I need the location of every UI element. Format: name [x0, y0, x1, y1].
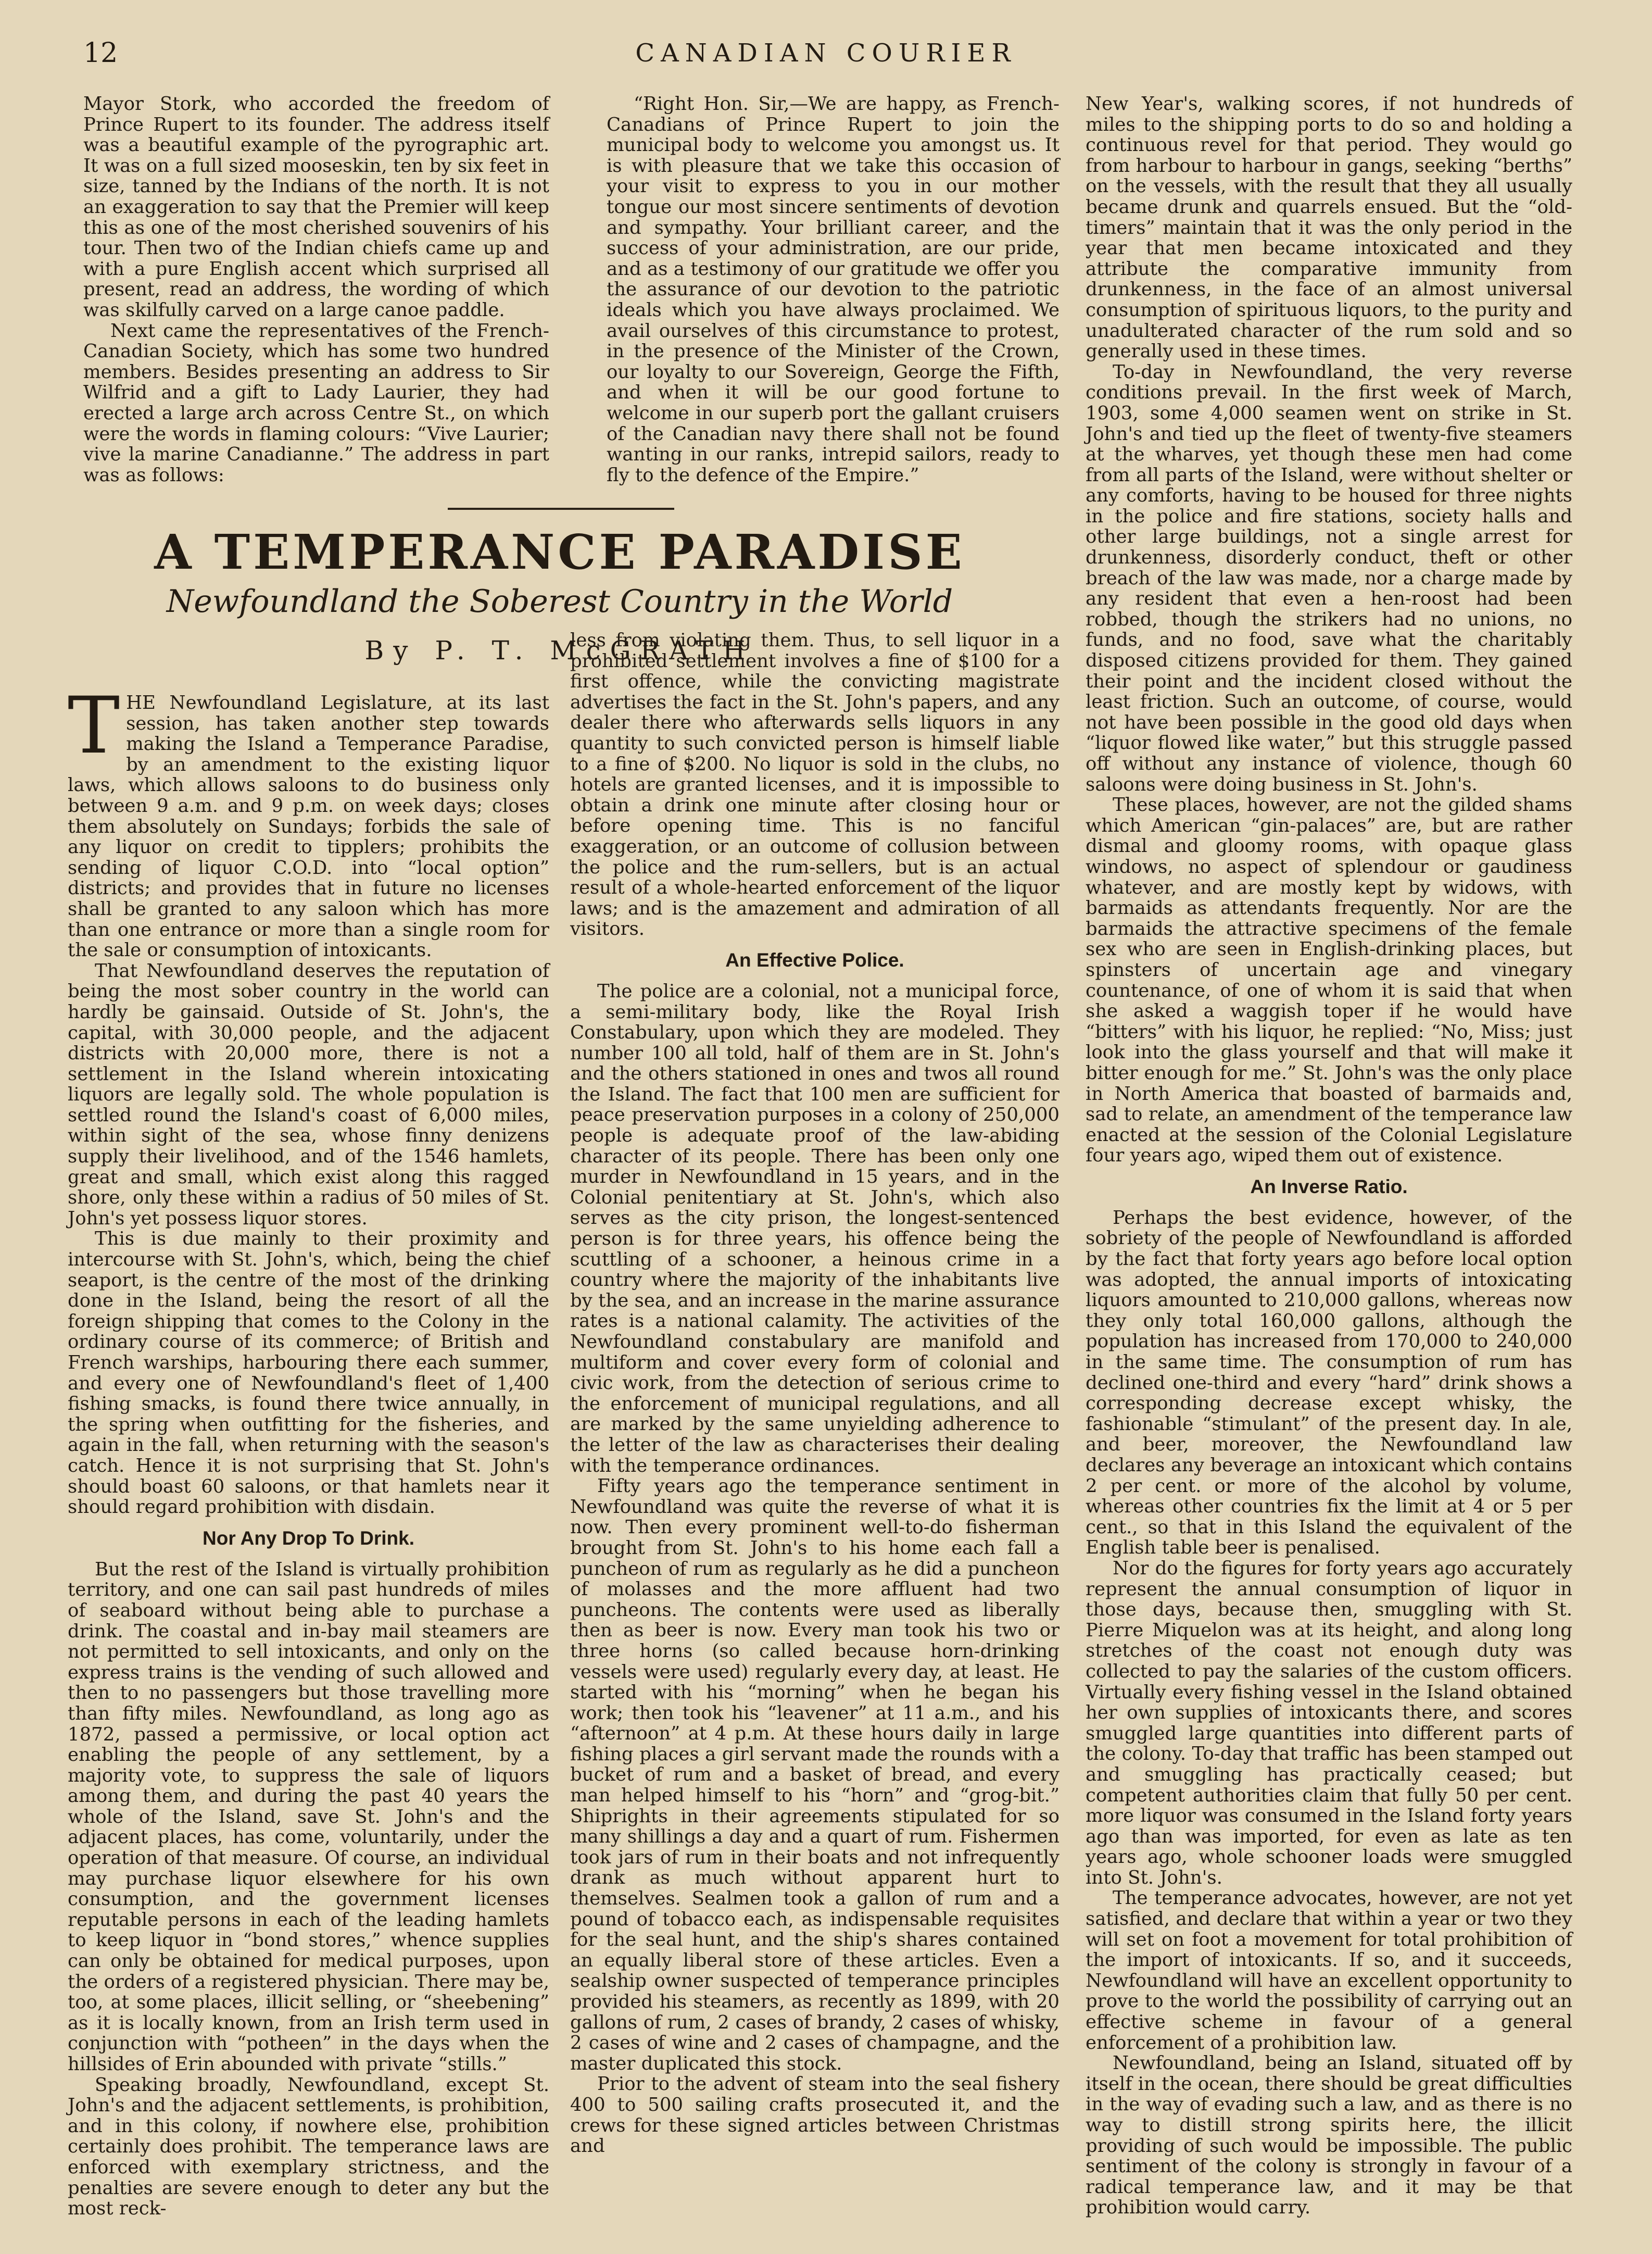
paragraph: But the rest of the Island is virtually prohibition territory, and one can sail past hundreds of miles of seaboard without being able to purchase a drink. The coastal and in-bay mail steamers are not permitted to sell intoxicants, and only on the express trains is the vending of such allowed and then to no passengers but those travelling more than fifty miles. Newfoundland, as long ago as 1872, passed a permissive, or local option act enabling the people of any settlement, by a majority vote, to suppress the sale of liquors among them, and during the past 40 years the whole of the Island, save St. John's and the adjacent places, has come, voluntarily, under the operation of that measure. Of course, an individual may purchase liquor elsewhere for his own consumption, and the government licenses reputable persons in each of the leading hamlets to keep liquor in “bond stores,” whence supplies can only be obtained for medical purposes, upon the orders of a registered physician. There may be, too, at some places, illicit selling, or “sheebening” as it is locally known, from an Irish term used in conjunction with “potheen” in the days when the hillsides of Erin abounded with private “stills.” — [68, 1558, 549, 2075]
section-heading: An Effective Police. — [725, 949, 904, 971]
paragraph: Prior to the advent of steam into the seal fishery 400 to 500 sailing crafts prosecuted it, and the crews for these signed articles between Christmas and — [570, 2073, 1060, 2157]
paragraph: To-day in Newfoundland, the very reverse conditions prevail. In the first week of March, 1903, some 4,000 seamen went on strike in St. John's and tied up the fleet of twenty-five steamers at the wharves, yet though these men had come from all parts of the Island, were without shelter or any comforts, having to be housed for three nights in the police and fire stations, society halls and other large buildings, not a single arrest for drunkenness, disorderly conduct, theft or other breach of the law was made, nor a charge made by any resident that even a hen-roost had been robbed, though the strikers had no unions, no funds, and no food, save what the charitably disposed citizens provided for them. They gained their point and the incident closed without the least friction. Such an outcome, of course, would not have been possible in the good old days when “liquor flowed like water,” but this struggle passed off without any instance of violence, though 60 saloons were doing business in St. John's. — [1086, 361, 1572, 795]
paragraph: This is due mainly to their proximity and intercourse with St. John's, which, being the chief seaport, is the centre of the most of the drinking done in the Island, being the resort of all the foreign shipping that comes to the Colony in the ordinary course of its commerce; of British and French warships, harbouring there each summer, and every one of Newfoundland's fleet of 1,400 fishing smacks, is found there twice annually, in the spring when outfitting for the fisheries, and again in the fall, when returning with the season's catch. Hence it is not surprising that St. John's should boast 60 saloons, or that hamlets near it should regard prohibition with disdain. — [68, 1228, 549, 1518]
paragraph: Nor do the figures for forty years ago accurately represent the annual consumption of liquor in those days, because then, smuggling with St. Pierre Miquelon was at its height, and along long stretches of the coast not enough duty was collected to pay the salaries of the custom officers. Virtually every fishing vessel in the Island obtained her own supplies of intoxicants there, and scores smuggled large quantities into different parts of the colony. To-day that traffic has been stamped out and smuggling has practically ceased; but competent authorities claim that fully 50 per cent. more liquor was consumed in the Island forty years ago than was imported, for even as late as ten years ago, whole schooner loads were smuggled into St. John's. — [1086, 1557, 1572, 1888]
paragraph: The police are a colonial, not a municipal force, a semi-military body, like the Royal Irish Constabulary, upon which they are modeled. They number 100 all told, half of them are in St. John's and the others stationed in ones and twos all round the Island. The fact that 100 men are sufficient for peace preservation purposes in a colony of 250,000 people is adequate proof of the law-abiding character of its people. There has been only one murder in Newfoundland in 15 years, and in the Colonial penitentiary at St. John's, which also serves as the city prison, the longest-sentenced person is for three years, his offence being the scuttling of a schooner, a heinous crime in a country where the majority of the inhabitants live by the sea, and an increase in the marine assurance rates is a national calamity. The activities of the Newfoundland constabulary are manifold and multiform and cover every form of colonial and civic work, from the detection of serious crime to the enforcement of municipal regulations, and all are marked by the same unyielding adherence to the letter of the law as characterises their dealing with the temperance ordinances. — [570, 980, 1060, 1476]
paragraph: Fifty years ago the temperance sentiment in Newfoundland was quite the reverse of what it is now. Then every prominent well-to-do fisherman brought from St. John's to his home each fall a puncheon of rum as regularly as he did a puncheon of molasses and the more affluent had two puncheons. The contents were used as liberally then as beer is now. Every man took his two or three horns (so called because horn-drinking vessels were used) regularly every day, at least. He started with his “morning” when he began his work; then took his “leavener” at 11 a.m., and his “afternoon” at 4 p.m. At these hours daily in large fishing places a girl servant made the rounds with a bucket of rum and a basket of bread, and every man helped himself to his “horn” and “grog-bit.” Shiprights in their agreements stipulated for so many shillings a day and a quart of rum. Fishermen took jars of rum in their boats and not infrequently drank as much without apparent hurt to themselves. Sealmen took a gallon of rum and a pound of tobacco each, as indispensable requisites for the seal hunt, and the ship's shares contained an equally liberal store of these articles. Even a sealship owner suspected of temperance principles provided his steamers, as recently as 1899, with 20 gallons of rum, 2 cases of brandy, 2 cases of whisky, 2 cases of wine and 2 cases of champagne, and the master duplicated this stock. — [570, 1475, 1060, 2074]
article-subtitle: Newfoundland the Soberest Country in the World — [166, 583, 953, 620]
article-title: A TEMPERANCE PARADISE — [154, 524, 965, 580]
prev-article-column-2 — [607, 94, 1060, 485]
section-heading: Nor Any Drop To Drink. — [203, 1527, 414, 1549]
paragraph: less from violating them. Thus, to sell liquor in a prohibited settlement involves a fine of $100 for a first offence, while the convicting magistrate advertises the fact in the St. John's papers, and any dealer there who afterwards sells liquors in any quantity to such convicted person is himself liable to a fine of $200. No liquor is sold in the clubs, no hotels are granted licenses, and it is impossible to obtain a drink one minute after closing hour or before opening time. This is no fanciful exaggeration, or an outcome of collusion between the police and the rum-sellers, but is an actual result of a whole-hearted enforcement of the liquor laws; and is the amazement and admiration of all visitors. — [570, 630, 1060, 940]
article-column-left — [68, 681, 549, 2220]
paragraph: The temperance advocates, however, are not yet satisfied, and declare that within a year or two they will set on foot a movement for total prohibition of the import of intoxicants. If so, and it succeeds, Newfoundland will have an excellent opportunity to prove to the world the possibility of carrying out an effective scheme in favour of a general enforcement of a prohibition law. — [1086, 1887, 1572, 2053]
article-column-right — [1086, 94, 1572, 2218]
page-number: 12 — [83, 37, 118, 69]
paragraph-text: HE Newfoundland Legislature, at its last session, has taken another step towards making the Island a Temperance Paradise, by an amendment to the existing liquor laws, which allows saloons to do business only between 9 a.m. and 9 p.m. on week days; closes them absolutely on Sundays; forbids the sale of any liquor on credit to tipplers; prohibits the sending of liquor C.O.D. into “local option” districts; and provides that in future no licenses shall be granted to any saloon which has more than one entrance or more than a single room for the sale or consumption of intoxicants. — [68, 692, 549, 961]
section-heading: An Inverse Ratio. — [1250, 1175, 1408, 1197]
paragraph: Next came the representatives of the French-Canadian Society, which has some two hundred members. Besides presenting an address to Sir Wilfrid and a gift to Lady Laurier, they had erected a large arch across Centre St., on which were the words in flaming colours: “Vive Laurier; vive la marine Canadianne.” The address in part was as follows: — [83, 320, 549, 486]
section-divider — [448, 508, 674, 510]
paragraph: “Right Hon. Sir,—We are happy, as French-Canadians of Prince Rupert to join the municipal body to welcome you amongst us. It is with pleasure that we take this occasion of your visit to express to you in our mother tongue our most sincere sentiments of devotion and sympathy. Your brilliant career, and the success of your administration, are our pride, and as a testimony of our gratitude we offer you the assurance of our devotion to the patriotic ideals which you have always proclaimed. We avail ourselves of this circumstance to protest, in the presence of the Minister of the Crown, our loyalty to our Sovereign, George the Fifth, and when it will be our good fortune to welcome in our superb port the gallant cruisers of the Canadian navy there shall not be found wanting in our ranks, intrepid sailors, ready to fly to the defence of the Empire.” — [607, 93, 1060, 486]
article-column-middle — [570, 630, 1060, 2157]
article-byline: By P. T. McGRATH — [364, 635, 755, 666]
paragraph: Speaking broadly, Newfoundland, except St. John's and the adjacent settlements, is prohibition, and in this colony, if nowhere else, prohibition certainly does prohibit. The temperance laws are enforced with exemplary strictness, and the penalties are severe enough to deter any but the most reck- — [68, 2074, 549, 2220]
paragraph: New Year's, walking scores, if not hundreds of miles to the shipping ports to do so and holding a continuous revel for that period. They would go from harbour to harbour in gangs, seeking “berths” on the vessels, with the result that they all usually became drunk and quarrels ensued. But the “old-timers” maintain that it was the only period in the year that men became intoxicated and they attribute the comparative immunity from drunkenness, in the face of an almost universal consumption of spirituous liquors, to the purity and unadulterated character of the rum sold and so generally used in these times. — [1086, 93, 1572, 362]
prev-article-column-1 — [83, 94, 549, 485]
paragraph: Mayor Stork, who accorded the freedom of Prince Rupert to its founder. The address itself was a beautiful example of the pyrographic art. It was on a full sized mooseskin, ten by six feet in size, tanned by the Indians of the north. It is not an exaggeration to say that the Premier will keep this as one of the most cherished souvenirs of his tour. Then two of the Indian chiefs came up and with a pure English accent which surprised all present, read an address, the wording of which was skilfully carved on a large canoe paddle. — [83, 93, 549, 321]
paragraph: That Newfoundland deserves the reputation of being the most sober country in the world can hardly be gainsaid. Outside of St. John's, the capital, with 30,000 people, and the adjacent districts with 20,000 more, there is not a settlement in the Island wherein intoxicating liquors are legally sold. The whole population is settled round the Island's coast of 6,000 miles, within sight of the sea, whose finny denizens supply their livelihood, and of the 1546 hamlets, great and small, which exist along this ragged shore, only these within a radius of 50 miles of St. John's yet possess liquor stores. — [68, 960, 549, 1229]
drop-cap: T — [68, 681, 120, 771]
paragraph — [68, 681, 549, 961]
paragraph: Perhaps the best evidence, however, of the sobriety of the people of Newfoundland is afforded by the fact that forty years ago before local option was adopted, the annual imports of intoxicating liquors amounted to 210,000 gallons, whereas now they only total 160,000 gallons, although the population has increased from 170,000 to 240,000 in the same time. The consumption of rum has declined one-third and every “hard” drink shows a corresponding decrease except whisky, the fashionable “stimulant” of the present day. In ale, and beer, moreover, the Newfoundland law declares any beverage an intoxicant which contains 2 per cent. or more of the alcohol by volume, whereas other countries fix the limit at 4 or 5 per cent., so that in this Island the equivalent of the English table beer is penalised. — [1086, 1207, 1572, 1559]
paragraph: Newfoundland, being an Island, situated off by itself in the ocean, there should be great difficulties in the way of evading such a law, and as there is no way to distill strong spirits here, the illicit providing of such would be impossible. The public sentiment of the colony is strongly in favour of a radical temperance law, and it may be that prohibition would carry. — [1086, 2052, 1572, 2219]
running-head: CANADIAN COURIER — [635, 39, 1017, 68]
paragraph: These places, however, are not the gilded shams which American “gin-palaces” are, but are rather dismal and gloomy rooms, with opaque glass windows, no aspect of splendour or gaudiness whatever, and are mostly kept by widows, with barmaids as attendants frequently. Nor are the barmaids the attractive specimens of the female sex who are seen in English-drinking places, but spinsters of uncertain age and vinegary countenance, of one of whom it is said that when she asked a waggish toper if he would have “bitters” with his liquor, he replied: “No, Miss; just look into the glass yourself and that will make it bitter enough for me.” St. John's was the only place in North America that boasted of barmaids and, sad to relate, an amendment of the temperance law enacted at the session of the Colonial Legislature four years ago, wiped them out of existence. — [1086, 794, 1572, 1167]
